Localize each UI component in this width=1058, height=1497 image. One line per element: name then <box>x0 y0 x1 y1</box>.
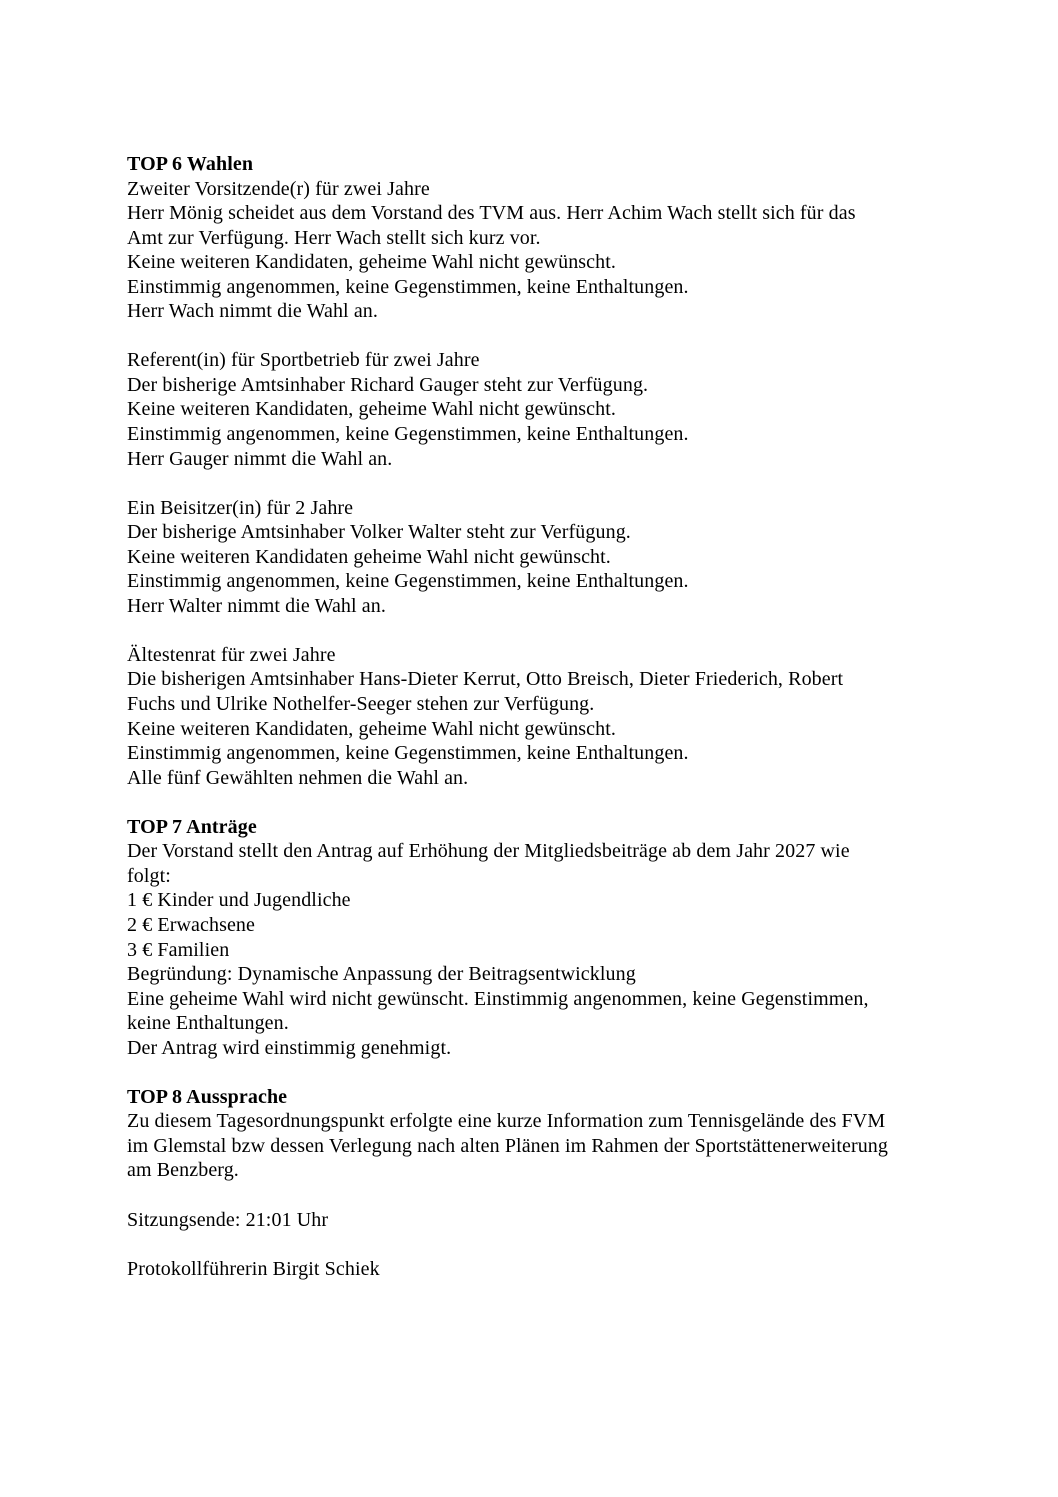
text-line: Begründung: Dynamische Anpassung der Beitragsentwicklung <box>127 963 636 986</box>
text-line: Keine weiteren Kandidaten, geheime Wahl nicht gewünscht. <box>127 717 617 740</box>
text-line: Einstimmig angenommen, keine Gegenstimmen, keine Enthaltungen. <box>127 423 689 446</box>
blank-line <box>127 471 947 496</box>
text-line: Der Antrag wird einstimmig genehmigt. <box>127 1036 452 1059</box>
text-line: am Benzberg. <box>127 1159 239 1182</box>
text-line: Protokollführerin Birgit Schiek <box>127 1257 380 1280</box>
text-line: Der bisherige Amtsinhaber Richard Gauger steht zur Verfügung. <box>127 373 649 396</box>
text-line: Referent(in) für Sportbetrieb für zwei Jahre <box>127 349 480 372</box>
blank-line <box>127 618 947 643</box>
text-line: Zweiter Vorsitzende(r) für zwei Jahre <box>127 177 430 200</box>
blank-line <box>127 1232 947 1257</box>
text-line: Fuchs und Ulrike Nothelfer-Seeger stehen zur Verfügung. <box>127 693 595 716</box>
text-line: Herr Mönig scheidet aus dem Vorstand des TVM aus. Herr Achim Wach stellt sich für das <box>127 202 856 225</box>
text-line: folgt: <box>127 864 171 887</box>
blank-line <box>127 790 947 815</box>
text-line: Einstimmig angenommen, keine Gegenstimmen, keine Enthaltungen. <box>127 275 689 298</box>
text-line: 2 € Erwachsene <box>127 913 256 936</box>
text-line: Einstimmig angenommen, keine Gegenstimmen, keine Enthaltungen. <box>127 570 689 593</box>
text-line: Amt zur Verfügung. Herr Wach stellt sich kurz vor. <box>127 226 541 249</box>
text-line: Alle fünf Gewählten nehmen die Wahl an. <box>127 766 469 789</box>
text-line: Keine weiteren Kandidaten geheime Wahl nicht gewünscht. <box>127 545 611 568</box>
text-line: Keine weiteren Kandidaten, geheime Wahl nicht gewünscht. <box>127 251 617 274</box>
text-line: im Glemstal bzw dessen Verlegung nach alten Plänen im Rahmen der Sportstättenerweiterung <box>127 1134 889 1157</box>
text-line: Herr Gauger nimmt die Wahl an. <box>127 447 393 470</box>
text-line: Sitzungsende: 21:01 Uhr <box>127 1208 329 1231</box>
section-heading: TOP 6 Wahlen <box>127 153 254 175</box>
blank-line <box>127 1060 947 1085</box>
text-line: Ein Beisitzer(in) für 2 Jahre <box>127 496 354 519</box>
section-heading: TOP 8 Aussprache <box>127 1085 288 1108</box>
text-line: 1 € Kinder und Jugendliche <box>127 889 351 912</box>
text-line: Zu diesem Tagesordnungspunkt erfolgte eine kurze Information zum Tennisgelände des FVM <box>127 1110 886 1133</box>
text-line: keine Enthaltungen. <box>127 1012 289 1035</box>
text-line: Eine geheime Wahl wird nicht gewünscht. Einstimmig angenommen, keine Gegenstimmen, <box>127 987 869 1010</box>
text-line: Einstimmig angenommen, keine Gegenstimmen, keine Enthaltungen. <box>127 742 689 765</box>
blank-line <box>127 324 947 349</box>
text-line: Der Vorstand stellt den Antrag auf Erhöhung der Mitgliedsbeiträge ab dem Jahr 2027 wie <box>127 840 850 863</box>
text-line: Der bisherige Amtsinhaber Volker Walter steht zur Verfügung. <box>127 521 631 544</box>
text-line: Herr Walter nimmt die Wahl an. <box>127 594 386 617</box>
text-line: Ältestenrat für zwei Jahre <box>127 643 336 666</box>
section-heading: TOP 7 Anträge <box>127 815 257 838</box>
blank-line <box>127 1183 947 1208</box>
text-line: Keine weiteren Kandidaten, geheime Wahl nicht gewünscht. <box>127 398 617 421</box>
text-line: Herr Wach nimmt die Wahl an. <box>127 300 378 323</box>
text-line: 3 € Familien <box>127 938 230 961</box>
document-body <box>127 152 947 1281</box>
text-line: Die bisherigen Amtsinhaber Hans-Dieter Kerrut, Otto Breisch, Dieter Friederich, Robert <box>127 668 844 691</box>
